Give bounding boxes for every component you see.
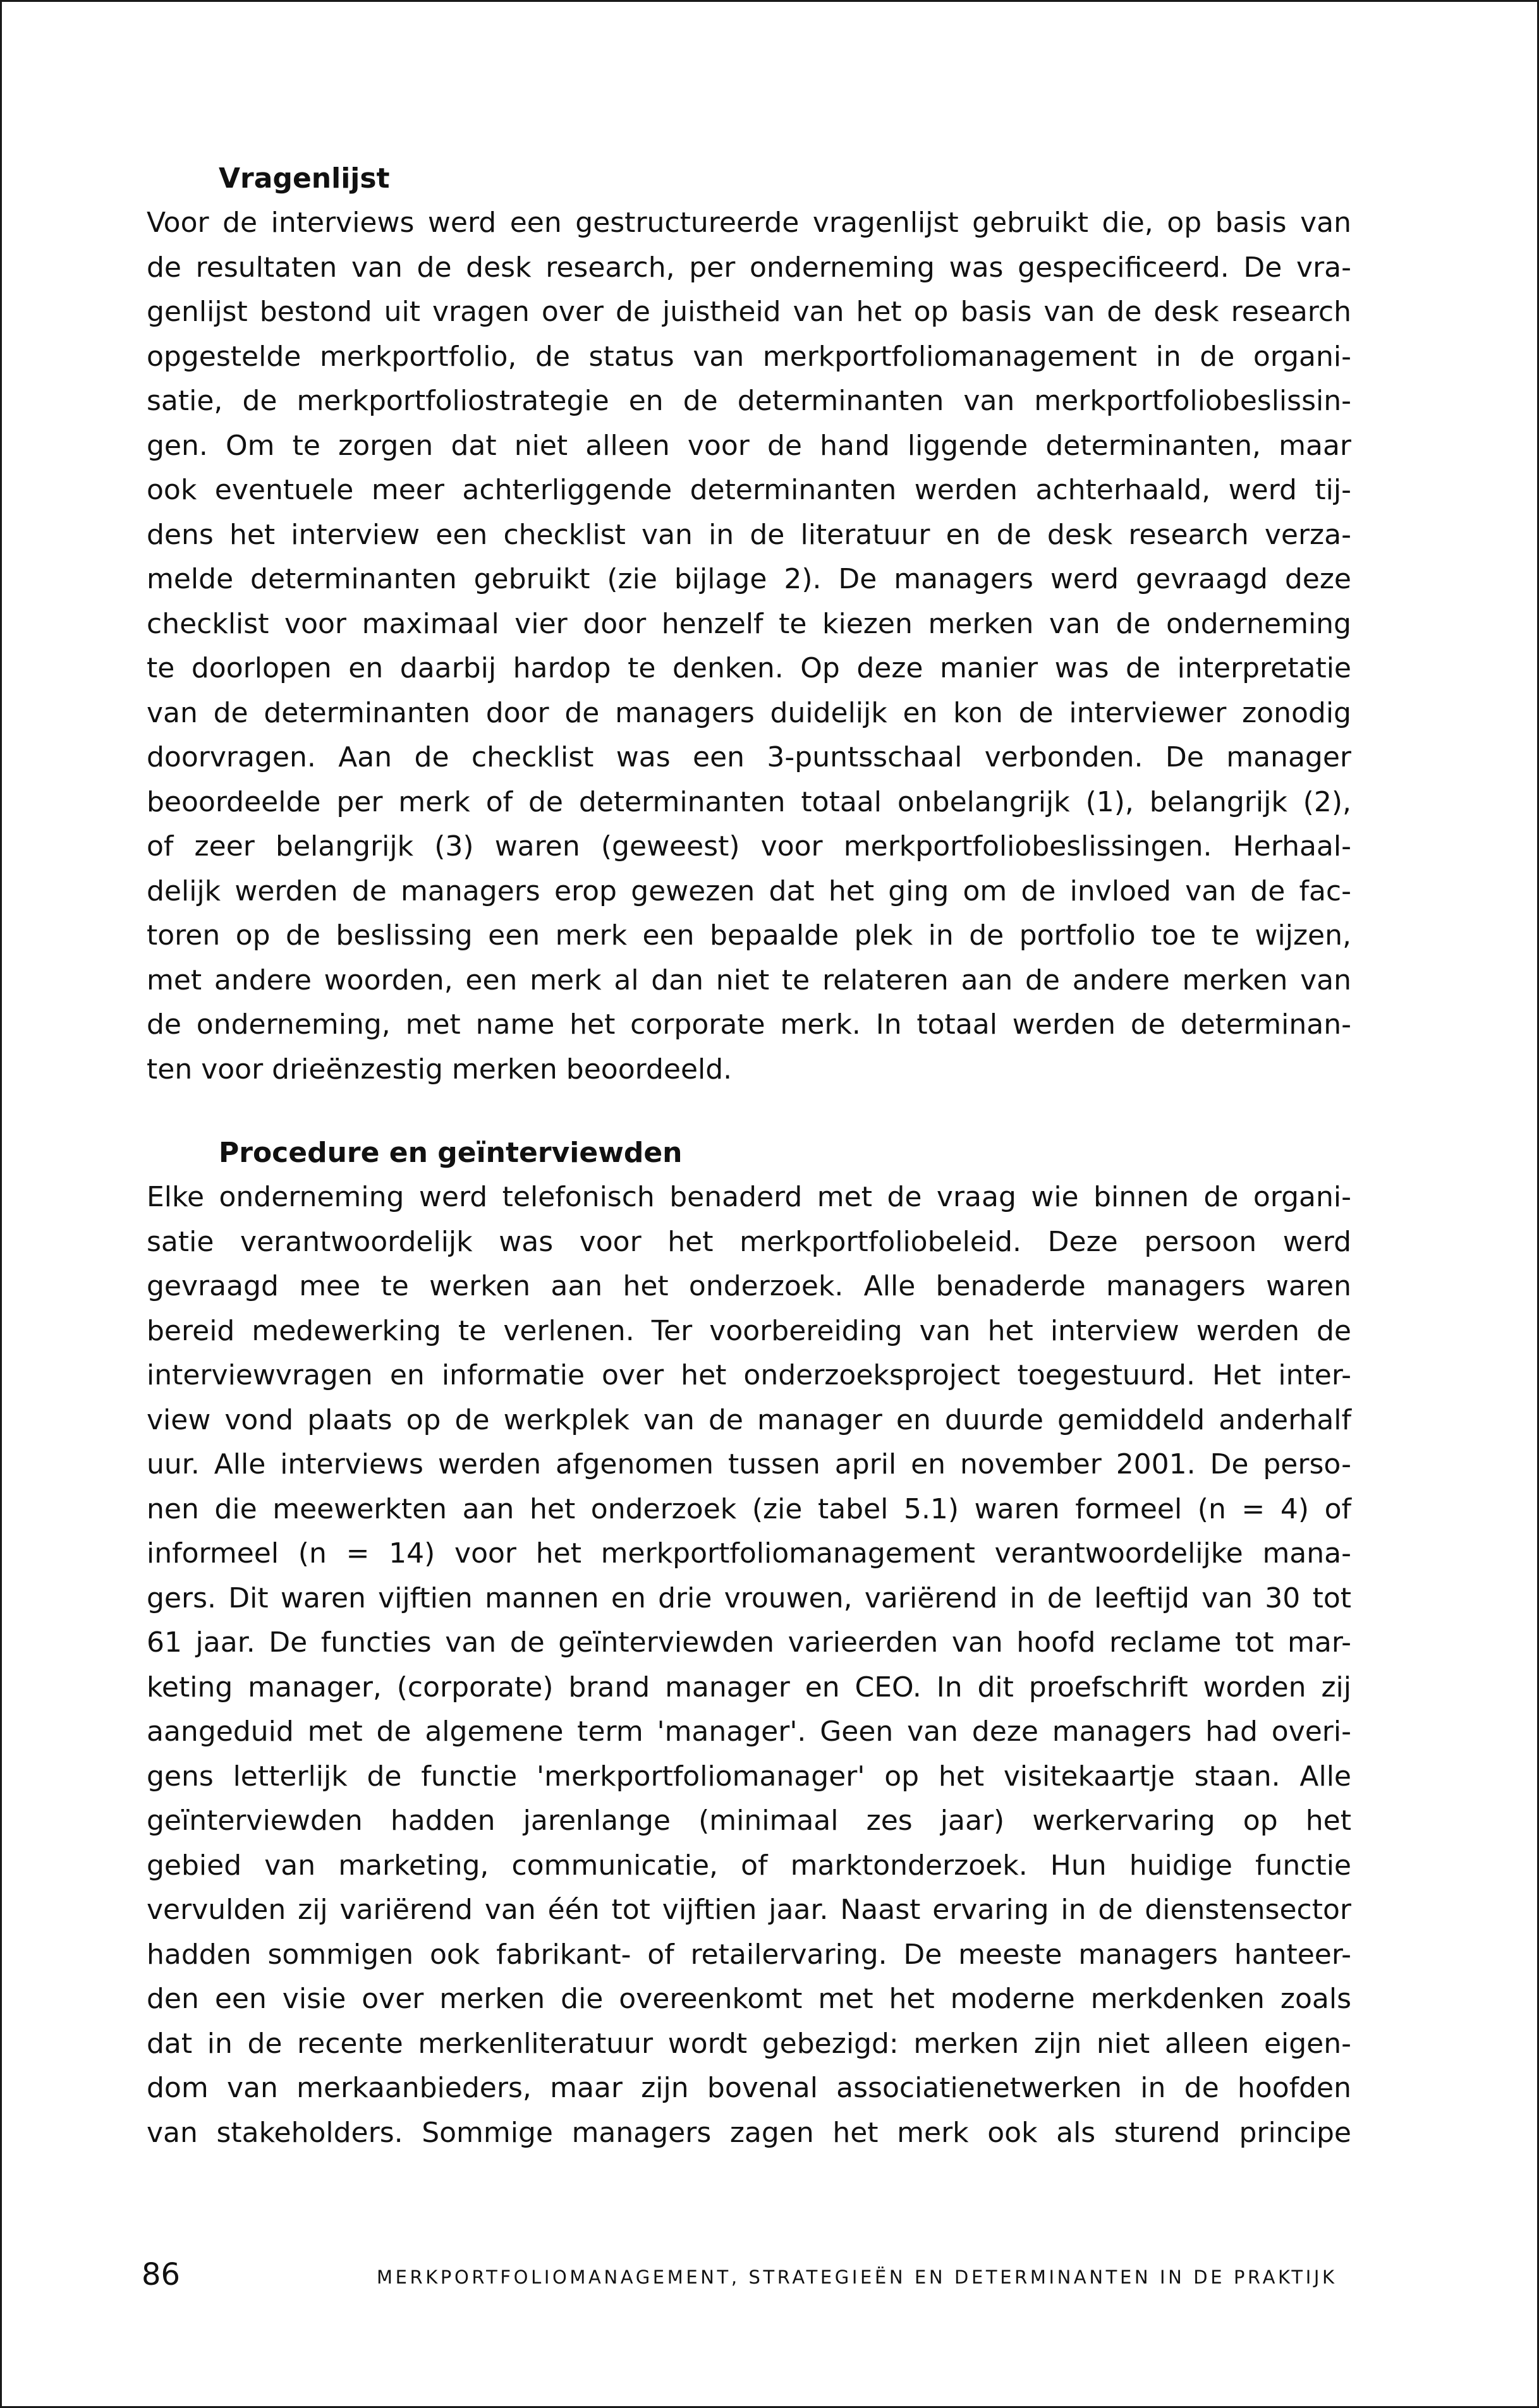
text-line: ten voor drieënzestig merken beoordeeld.: [147, 1053, 733, 1086]
text-line: bereid medewerking te verlenen. Ter voorbereiding van het interview werden de: [147, 1314, 1351, 1347]
text-line: dens het interview een checklist van in de literatuur en de desk research verza-: [147, 518, 1351, 551]
text-line: de onderneming, met name het corporate merk. In totaal werden de determinan-: [147, 1008, 1351, 1041]
text-line: satie verantwoordelijk was voor het merkportfoliobeleid. Deze persoon werd: [147, 1225, 1351, 1258]
text-line: of zeer belangrijk (3) waren (geweest) voor merkportfoliobeslissingen. Herhaal-: [147, 830, 1351, 862]
text-line: checklist voor maximaal vier door henzelf te kiezen merken van de onderneming: [147, 607, 1351, 640]
text-line: hadden sommigen ook fabrikant- of retailervaring. De meeste managers hanteer-: [147, 1938, 1351, 1971]
text-line: beoordeelde per merk of de determinanten totaal onbelangrijk (1), belangrijk (2),: [147, 785, 1351, 818]
text-line: dat in de recente merkenliteratuur wordt gebezigd: merken zijn niet alleen eigen-: [147, 2027, 1351, 2060]
text-line: uur. Alle interviews werden afgenomen tussen april en november 2001. De perso-: [147, 1448, 1351, 1480]
text-line: 61 jaar. De functies van de geïnterviewden varieerden van hoofd reclame tot mar-: [147, 1626, 1351, 1659]
text-line: keting manager, (corporate) brand manager en CEO. In dit proefschrift worden zij: [147, 1671, 1351, 1703]
text-line: den een visie over merken die overeenkomt met het moderne merkdenken zoals: [147, 1983, 1351, 2015]
text-line: gens letterlijk de functie 'merkportfoliomanager' op het visitekaartje staan. Alle: [147, 1760, 1351, 1793]
text-line: informeel (n = 14) voor het merkportfoliomanagement verantwoordelijke mana-: [147, 1537, 1351, 1570]
text-line: gevraagd mee te werken aan het onderzoek. Alle benaderde managers waren: [147, 1270, 1351, 1302]
section-heading: Procedure en geïnterviewden: [219, 1137, 683, 1169]
text-line: vervulden zij variërend van één tot vijftien jaar. Naast ervaring in de dienstensector: [147, 1894, 1351, 1926]
text-line: Elke onderneming werd telefonisch benaderd met de vraag wie binnen de organi-: [147, 1181, 1351, 1213]
text-line: van stakeholders. Sommige managers zagen het merk ook als sturend principe: [147, 2116, 1351, 2149]
section-procedure: [147, 1131, 1351, 2155]
text-line: Voor de interviews werd een gestructureerde vragenlijst gebruikt die, op basis van: [147, 207, 1351, 239]
text-line: ook eventuele meer achterliggende determinanten werden achterhaald, werd tij-: [147, 474, 1351, 506]
text-line: met andere woorden, een merk al dan niet te relateren aan de andere merken van: [147, 964, 1351, 996]
paragraph: [147, 1175, 1351, 2155]
text-line: genlijst bestond uit vragen over de juistheid van het op basis van de desk research: [147, 296, 1351, 328]
section-heading: Vragenlijst: [219, 162, 390, 195]
section-vragenlijst: [147, 157, 1351, 1092]
running-footer-title: MERKPORTFOLIOMANAGEMENT, STRATEGIEËN EN DETERMINANTEN IN DE PRAKTIJK: [377, 2266, 1337, 2288]
text-line: gebied van marketing, communicatie, of marktonderzoek. Hun huidige functie: [147, 1849, 1351, 1882]
text-line: delijk werden de managers erop gewezen dat het ging om de invloed van de fac-: [147, 874, 1351, 907]
text-line: de resultaten van de desk research, per onderneming was gespecificeerd. De vra-: [147, 251, 1351, 284]
text-line: gers. Dit waren vijftien mannen en drie vrouwen, variërend in de leeftijd van 30 tot: [147, 1582, 1351, 1614]
text-line: melde determinanten gebruikt (zie bijlage 2). De managers werd gevraagd deze: [147, 563, 1351, 595]
text-line: aangeduid met de algemene term 'manager'. Geen van deze managers had overi-: [147, 1715, 1351, 1748]
page-number: 86: [142, 2257, 181, 2292]
text-line: te doorlopen en daarbij hardop te denken. Op deze manier was de interpretatie: [147, 652, 1351, 684]
text-line: view vond plaats op de werkplek van de manager en duurde gemiddeld anderhalf: [147, 1403, 1351, 1436]
text-line: interviewvragen en informatie over het onderzoeksproject toegestuurd. Het inter-: [147, 1359, 1351, 1391]
text-line: dom van merkaanbieders, maar zijn bovenal associatienetwerken in de hoofden: [147, 2072, 1351, 2104]
text-line: gen. Om te zorgen dat niet alleen voor de hand liggende determinanten, maar: [147, 429, 1351, 462]
text-line: geïnterviewden hadden jarenlange (minimaal zes jaar) werkervaring op het: [147, 1805, 1351, 1837]
text-line: nen die meewerkten aan het onderzoek (zie tabel 5.1) waren formeel (n = 4) of: [147, 1492, 1351, 1525]
text-line: satie, de merkportfoliostrategie en de determinanten van merkportfoliobeslissin-: [147, 385, 1351, 417]
text-line: doorvragen. Aan de checklist was een 3-puntsschaal verbonden. De manager: [147, 741, 1351, 773]
text-line: toren op de beslissing een merk een bepaalde plek in de portfolio toe te wijzen,: [147, 919, 1351, 952]
text-line: van de determinanten door de managers duidelijk en kon de interviewer zonodig: [147, 696, 1351, 729]
text-line: opgestelde merkportfolio, de status van merkportfoliomanagement in de organi-: [147, 340, 1351, 373]
paragraph: [147, 201, 1351, 1092]
